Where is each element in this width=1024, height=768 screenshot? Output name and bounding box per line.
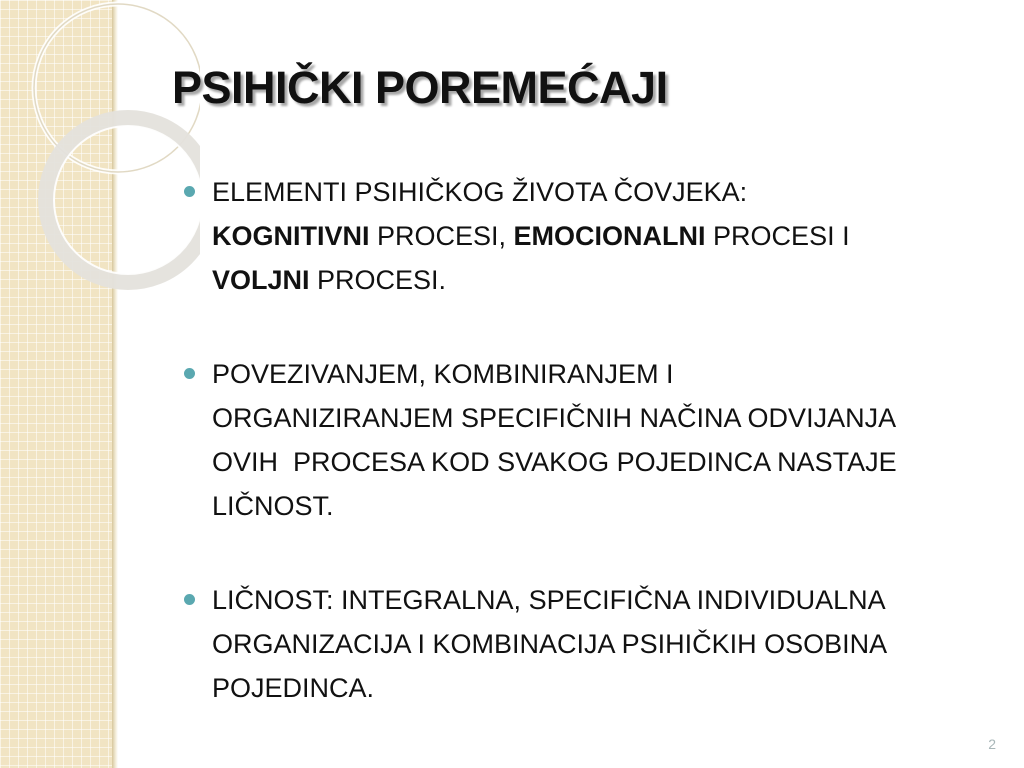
bullet-line: LIČNOST: INTEGRALNA, SPECIFIČNA INDIVIDUALNA bbox=[212, 585, 886, 615]
bullet-item bbox=[184, 578, 994, 710]
bullet-item bbox=[184, 352, 994, 528]
term-emocionalni: EMOCIONALNI bbox=[513, 221, 706, 251]
bullet-item bbox=[184, 170, 994, 302]
bullet-text: PROCESI, bbox=[369, 221, 514, 251]
bullet-line: OVIH PROCESA KOD SVAKOG POJEDINCA NASTAJE bbox=[212, 447, 897, 477]
bullet-dot-icon bbox=[184, 594, 195, 605]
bullet-line: POVEZIVANJEM, KOMBINIRANJEM I bbox=[212, 359, 674, 389]
slide-title: PSIHIČKI POREMEĆAJI bbox=[172, 62, 668, 113]
bullet-dot-icon bbox=[184, 368, 195, 379]
bullet-list bbox=[184, 170, 994, 710]
bullet-line: POJEDINCA. bbox=[212, 673, 375, 703]
bullet-line: LIČNOST. bbox=[212, 491, 334, 521]
bullet-dot-icon bbox=[184, 186, 195, 197]
term-kognitivni: KOGNITIVNI bbox=[212, 221, 370, 251]
page-number: 2 bbox=[988, 736, 996, 752]
bullet-text: PROCESI. bbox=[309, 265, 447, 295]
bullet-text: PROCESI I bbox=[705, 221, 850, 251]
term-voljni: VOLJNI bbox=[212, 265, 310, 295]
side-band-edge bbox=[112, 0, 118, 768]
bullet-line: ELEMENTI PSIHIČKOG ŽIVOTA ČOVJEKA: bbox=[212, 177, 748, 207]
bullet-line: ORGANIZIRANJEM SPECIFIČNIH NAČINA ODVIJANJA bbox=[212, 403, 897, 433]
bullet-line: ORGANIZACIJA I KOMBINACIJA PSIHIČKIH OSOBINA bbox=[212, 629, 888, 659]
decorative-side-band bbox=[0, 0, 112, 768]
